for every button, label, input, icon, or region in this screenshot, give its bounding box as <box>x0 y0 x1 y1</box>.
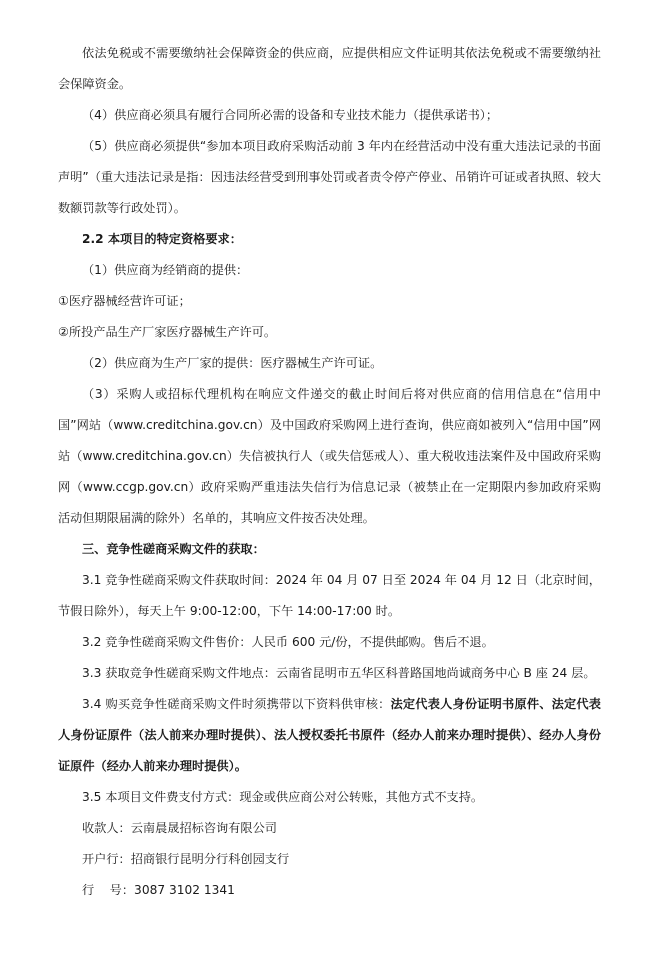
paragraph-3-3: 3.3 获取竞争性磋商采购文件地点：云南省昆明市五华区科普路国地尚诚商务中心 B 座 24 层。 <box>82 666 596 680</box>
section-heading-3: 三、竞争性磋商采购文件的获取： <box>82 542 265 556</box>
paragraph-3-5: 3.5 本项目文件费支付方式：现金或供应商公对公转账，其他方式不支持。 <box>82 790 484 804</box>
account-line: 行 号：3087 3102 1341 <box>82 883 235 897</box>
paragraph-business-license: ①医疗器械经营许可证； <box>58 294 191 308</box>
paragraph-no-violation-statement: （5）供应商必须提供“参加本项目政府采购活动前 3 年内在经营活动中没有重大违法记录的书面声明”（重大违法记录是指：因违法经营受到刑事处罚或者责令停产停业、吊销许可证或者执照、较大数额罚款等行政处罚）。 <box>58 139 601 215</box>
paragraph-tax-exempt: 依法免税或不需要缴纳社会保障资金的供应商，应提供相应文件证明其依法免税或不需要缴纳社会保障资金。 <box>58 46 601 91</box>
section-heading-2-2: 2.2 本项目的特定资格要求： <box>82 232 242 246</box>
paragraph-distributor: （1）供应商为经销商的提供： <box>82 263 249 277</box>
paragraph-3-4 <box>58 689 601 782</box>
paragraph-3-4-intro: 3.4 购买竞争性磋商采购文件时须携带以下资料供审核： <box>82 697 391 711</box>
paragraph-manufacturer: （2）供应商为生产厂家的提供：医疗器械生产许可证。 <box>82 356 383 370</box>
paragraph-production-license: ②所投产品生产厂家医疗器械生产许可。 <box>58 325 277 339</box>
paragraph-credit-check: （3）采购人或招标代理机构在响应文件递交的截止时间后将对供应商的信用信息在“信用中国”网站（www.creditchina.gov.cn）及中国政府采购网上进行查询，供应商如被列入“信用中国”网站（www.creditchina.gov.cn）失信被执行人（或失信惩戒人）、重大税收违法案件及中国政府采购网（www.ccgp.gov.cn）政府采购严重违法失信行为信息记录（被禁止在一定期限内参加政府采购活动但期限届满的除外）名单的，其响应文件按否决处理。 <box>58 387 601 525</box>
bank-line: 开户行：招商银行昆明分行科创园支行 <box>82 852 290 866</box>
paragraph-3-2: 3.2 竞争性磋商采购文件售价：人民币 600 元/份，不提供邮购。售后不退。 <box>82 635 494 649</box>
paragraph-equipment-capability: （4）供应商必须具有履行合同所必需的设备和专业技术能力（提供承诺书）； <box>82 108 499 122</box>
paragraph-3-1: 3.1 竞争性磋商采购文件获取时间：2024 年 04 月 07 日至 2024 年 04 月 12 日（北京时间，节假日除外），每天上午 9:00-12:00，下午 14:00-17:00 时。 <box>58 573 601 618</box>
payee-line: 收款人：云南晨晟招标咨询有限公司 <box>82 821 277 835</box>
paragraph-3-4-required-documents: 法定代表人身份证明书原件、法定代表人身份证原件（法人前来办理时提供）、法人授权委托书原件（经办人前来办理时提供）、经办人身份证原件（经办人前来办理时提供）。 <box>58 697 601 773</box>
